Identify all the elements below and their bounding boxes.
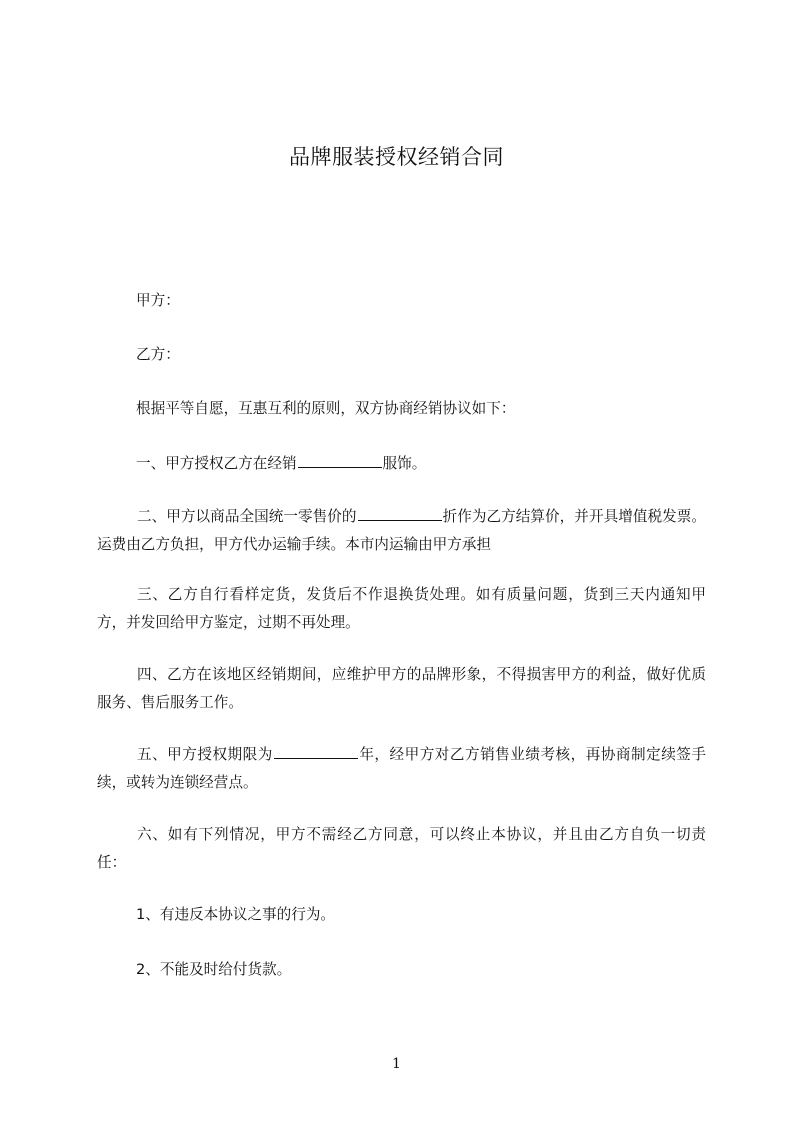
list-item-1: 1、有违反本协议之事的行为。 [136,906,336,923]
clause-5-tail: 年，经甲方对乙方销售业绩考核，再协商制定续签手续，或转为连锁经营点。 [97,746,706,791]
clause-5 [97,741,706,797]
clause-2-tail: 折作为乙方结算价，并开具增值税发票。运费由乙方负担，甲方代办运输手续。本市内运输由甲方承担 [97,508,706,553]
clause-5-text: 五、甲方授权期限为 [137,746,273,763]
clause-4: 四、乙方在该地区经销期间，应维护甲方的品牌形象，不得损害甲方的利益，做好优质服务、售后服务工作。 [97,666,706,711]
clause-2-text: 二、甲方以商品全国统一零售价的 [137,508,357,525]
document-title: 品牌服装授权经销合同 [289,145,504,169]
fill-blank-term [274,746,358,759]
page-number: 1 [392,1056,401,1072]
party-a-line: 甲方： [136,292,180,309]
fill-blank-discount [358,508,442,521]
fill-blank-region [298,455,382,468]
clause-1-text: 一、甲方授权乙方在经销 [136,455,297,472]
preamble: 根据平等自愿，互惠互利的原则，双方协商经销协议如下： [136,400,516,417]
clause-1 [136,450,706,478]
clause-2 [97,503,706,559]
list-item-2: 2、不能及时给付货款。 [136,961,292,978]
clause-6: 六、如有下列情况，甲方不需经乙方同意，可以终止本协议，并且由乙方自负一切责任： [97,826,706,871]
clause-1-tail: 服饰。 [382,455,427,472]
party-b-line: 乙方： [136,346,180,363]
clause-3: 三、乙方自行看样定货，发货后不作退换货处理。如有质量问题，货到三天内通知甲方，并发回给甲方鉴定，过期不再处理。 [97,586,706,631]
